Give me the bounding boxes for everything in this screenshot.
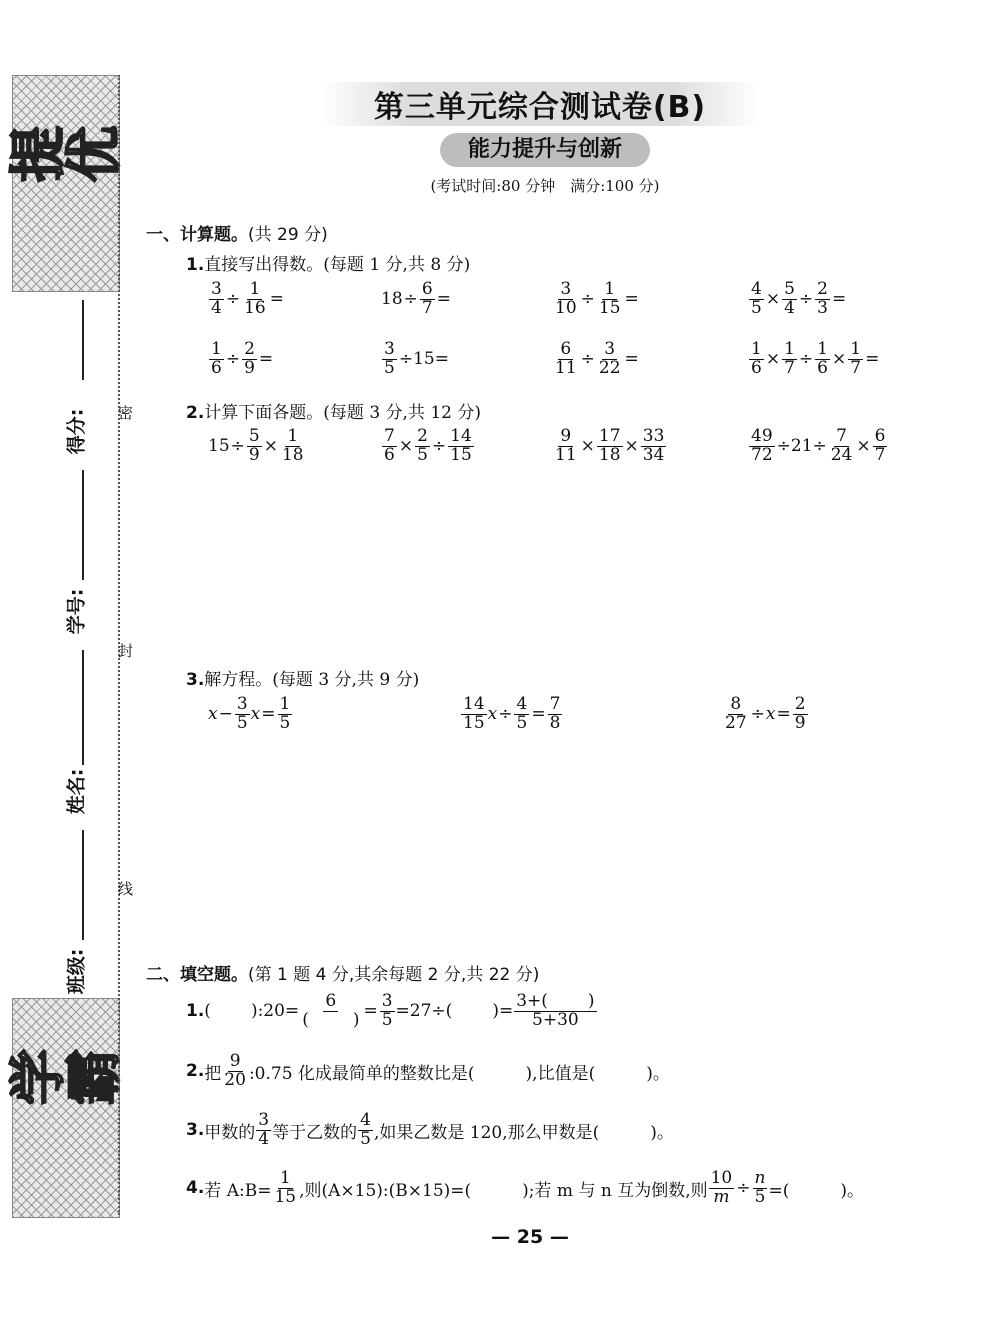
label-score: 得分: [65, 408, 88, 455]
q1-2-instruction: 2.计算下面各题。(每题 3 分,共 12 分) [186, 403, 482, 423]
fill-q4: 4. 若 A:B= $\frac{1}{15}$ ,则(A×15):(B×15)=( );若 m 与 n 互为倒数,则 $\frac{10}{m}$ ÷ $\frac{n}{5}$ =( )。 [186, 1168, 864, 1207]
label-name: 姓名: [65, 768, 88, 815]
top-badge [8, 75, 120, 292]
page-subtitle: 能力提升与创新 [440, 133, 650, 167]
underline-id [82, 470, 84, 580]
page-number: — 25 — [491, 1226, 569, 1248]
label-id: 学号: [65, 588, 88, 635]
q3-expr-2: $\frac{14}{15}$ x ÷ $\frac{4}{5}$ = $\frac{7}{8}$ [463, 694, 561, 733]
underline-name [82, 650, 84, 765]
bottom-badge [8, 998, 120, 1218]
underline-score [82, 300, 84, 380]
q1-expr-6: $\frac{3}{5}$ ÷15= [384, 339, 449, 378]
underline-class [82, 830, 84, 940]
seal-feng: 封 [118, 642, 134, 660]
fill-q3: 3. 甲数的 $\frac{3}{4}$ 等于乙数的 $\frac{4}{5}$ ,如果乙数是 120,那么甲数是( )。 [186, 1110, 674, 1149]
q1-expr-8: $\frac{1}{6}$ × $\frac{1}{7}$ ÷ $\frac{1}{6}$ × $\frac{1}{7}$ = [751, 339, 880, 378]
label-class: 班级: [65, 948, 88, 995]
seal-xian: 线 [118, 880, 134, 898]
fill-q1: 1. ( ):20= $\frac{6}{( )}$ = $\frac{3}{5}$ =27÷( )= $\frac{3+( )}{5+30}$ [186, 991, 595, 1030]
page-title: 第三单元综合测试卷(B) [320, 82, 760, 126]
fill-q2: 2. 把 $\frac{9}{20}$ :0.75 化成最简单的整数比是( ),比值是( )。 [186, 1051, 670, 1090]
q1-3-instruction: 3.解方程。(每题 3 分,共 9 分) [186, 670, 420, 690]
q2-expr-3: $\frac{9}{11}$ × $\frac{17}{18}$ × $\frac{33}{34}$ [555, 426, 665, 465]
top-badge-text: 提优 [8, 126, 120, 191]
q2-expr-4: $\frac{49}{72}$ ÷21÷ $\frac{7}{24}$ × $\frac{6}{7}$ [751, 426, 886, 465]
q1-expr-5: $\frac{1}{6}$ ÷ $\frac{2}{9}$ = [211, 339, 274, 378]
q1-expr-3: $\frac{3}{10}$ ÷ $\frac{1}{15}$ = [555, 279, 639, 318]
q1-1-instruction: 1.直接写出得数。(每题 1 分,共 8 分) [186, 255, 471, 275]
q2-expr-1: 15 ÷ $\frac{5}{9}$ × $\frac{1}{18}$ [208, 426, 304, 465]
q3-expr-1: x − $\frac{3}{5}$ x = $\frac{1}{5}$ [208, 694, 291, 733]
bottom-badge-text: 学霸 [8, 1049, 120, 1114]
q1-expr-2: 18 ÷ $\frac{6}{7}$ = [381, 279, 451, 318]
section2-heading: 二、填空题。(第 1 题 4 分,其余每题 2 分,共 22 分) [146, 965, 540, 985]
exam-time-info: (考试时间:80 分钟 满分:100 分) [430, 177, 660, 195]
q1-expr-1: $\frac{3}{4}$ ÷ $\frac{1}{16}$ = [211, 279, 284, 318]
q1-expr-7: $\frac{6}{11}$ ÷ $\frac{3}{22}$ = [555, 339, 639, 378]
seal-mi: 密 [118, 404, 134, 422]
q3-expr-3: $\frac{8}{27}$ ÷ x = $\frac{2}{9}$ [725, 694, 806, 733]
q1-expr-4: $\frac{4}{5}$ × $\frac{5}{4}$ ÷ $\frac{2}{3}$ = [751, 279, 847, 318]
section1-heading: 一、计算题。(共 29 分) [146, 225, 328, 245]
q2-expr-2: $\frac{7}{6}$ × $\frac{2}{5}$ ÷ $\frac{14}{15}$ [384, 426, 472, 465]
